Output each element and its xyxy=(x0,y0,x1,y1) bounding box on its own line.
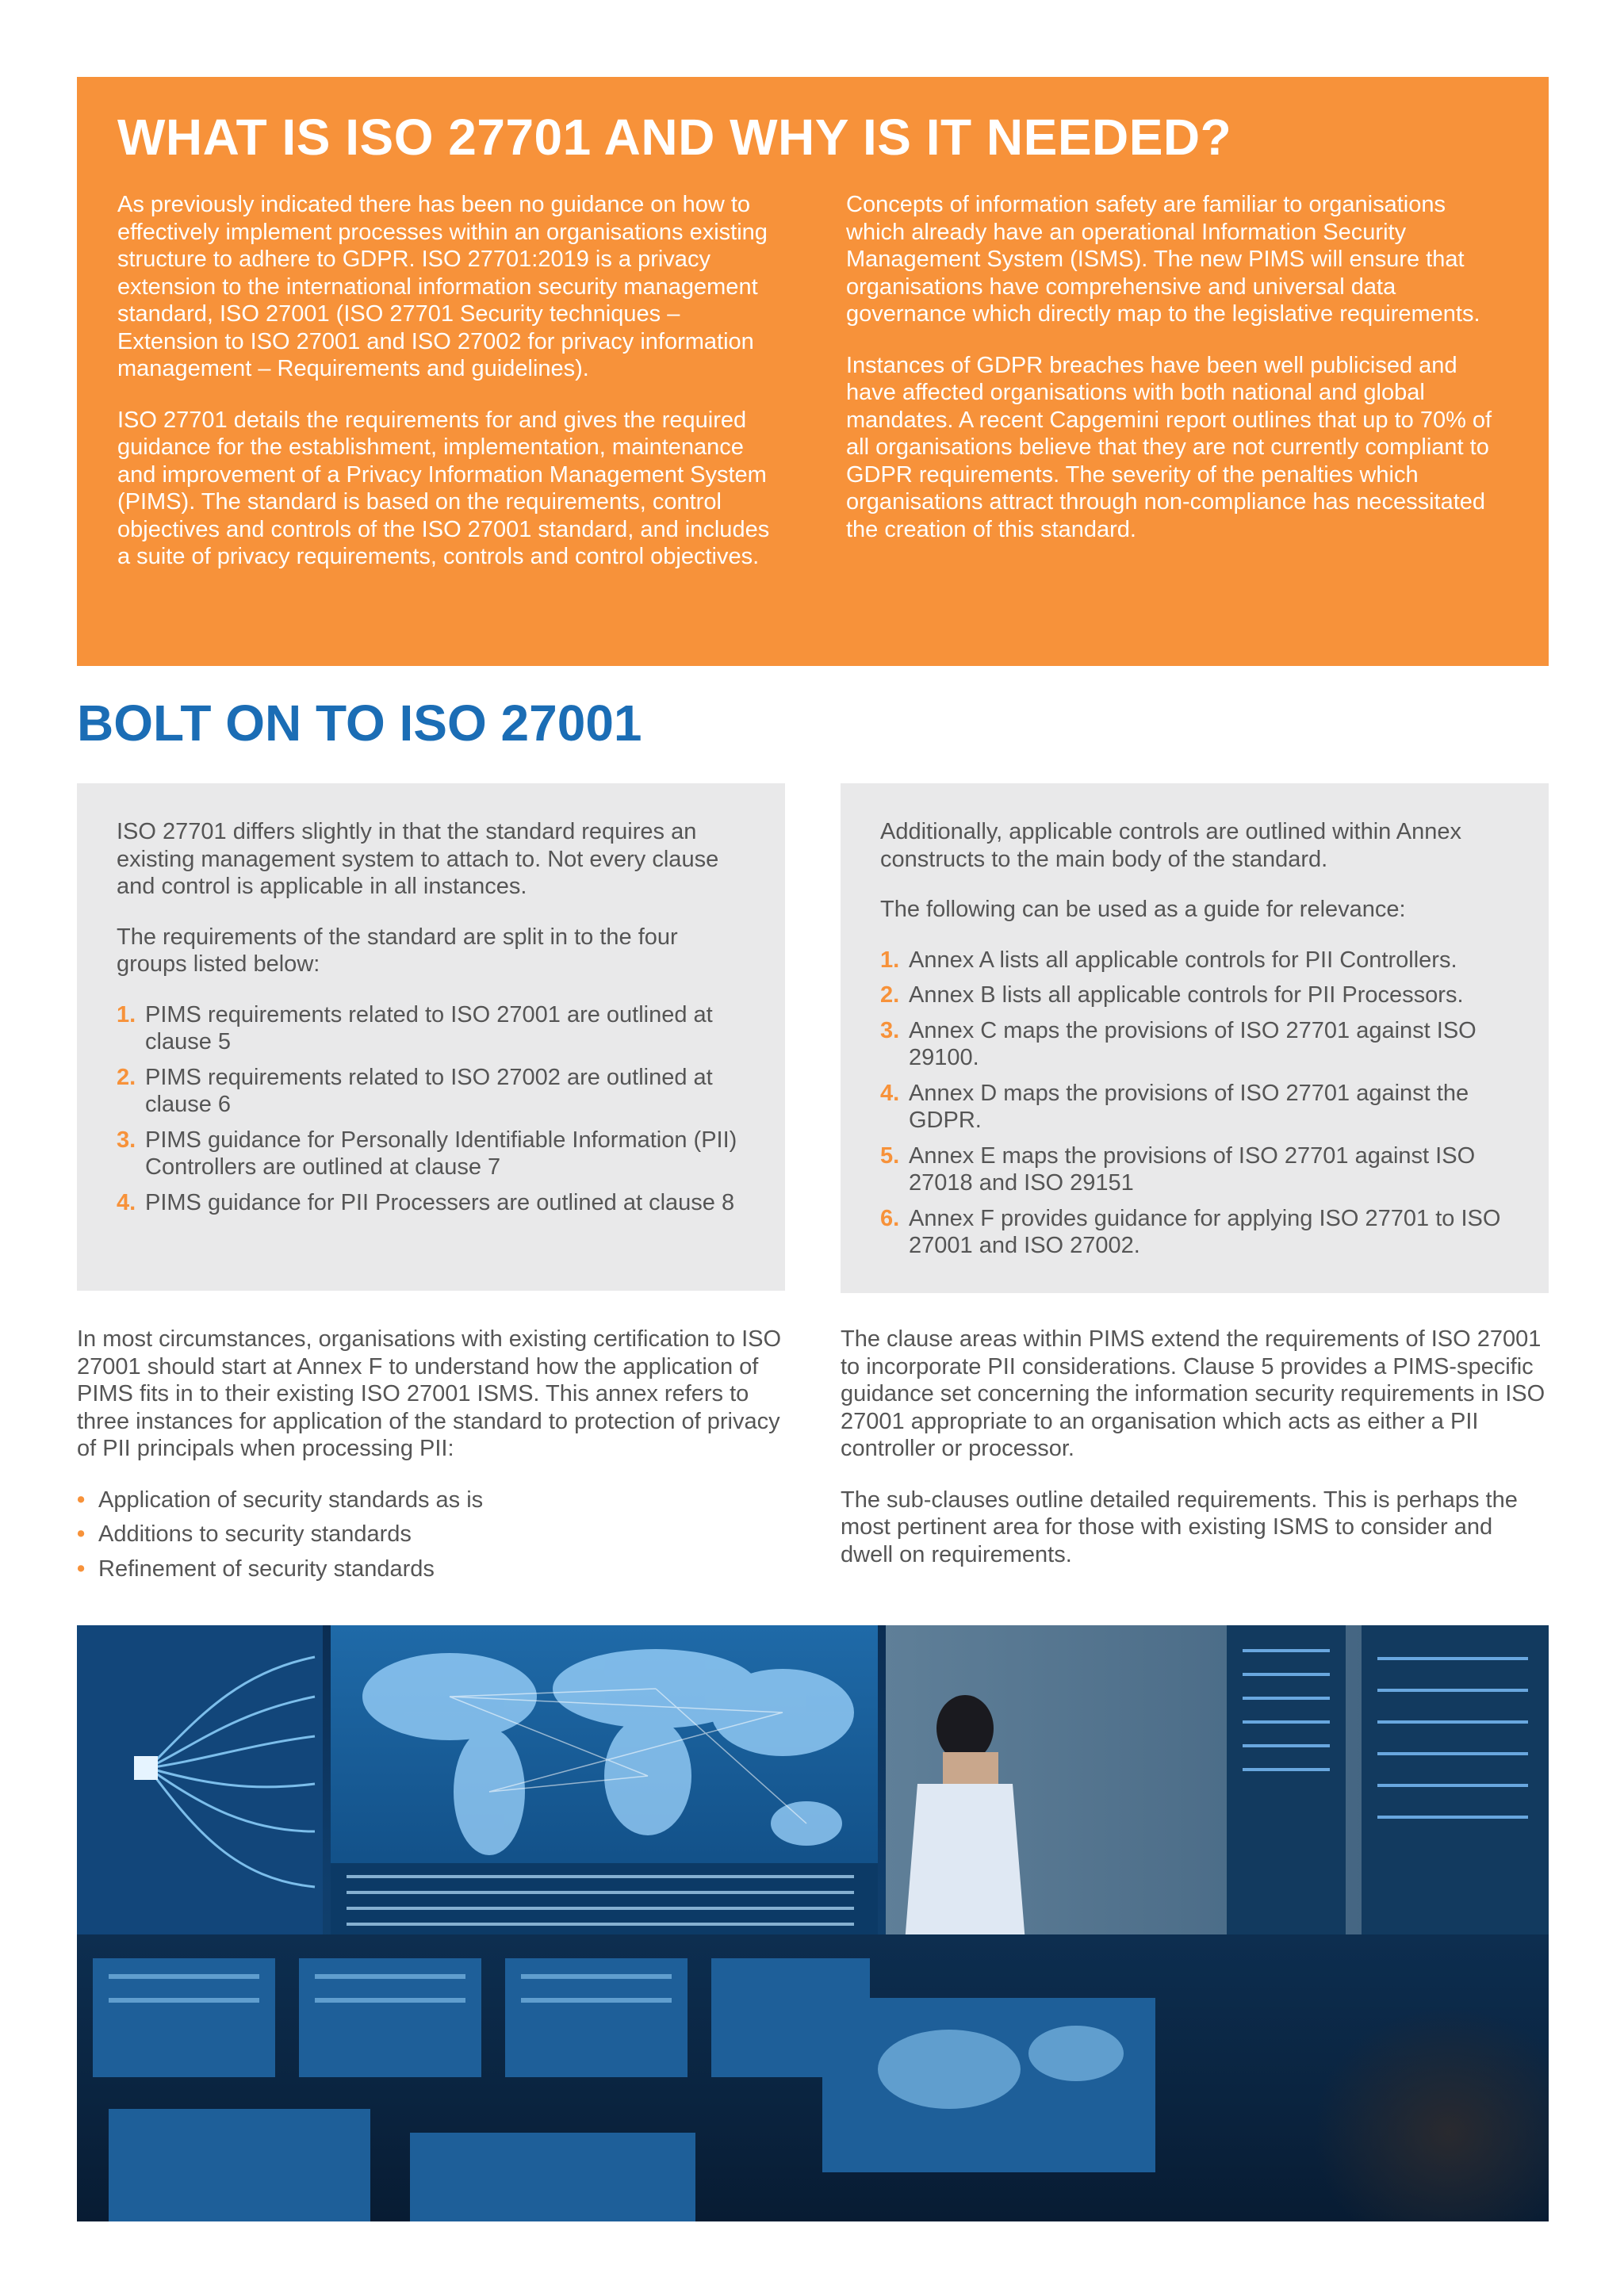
intro-paragraph: As previously indicated there has been no guidance on how to effectively implement processes within an organisations existing structure to adhere to GDPR. ISO 27701:2019 is a privacy extension to the international information security management standard, ISO 27001 (ISO 27701 Security techniques – Extension to ISO 27001 and ISO 27002 for privacy information management – Requirements and guidelines). xyxy=(117,192,768,381)
list-number: 4. xyxy=(117,1189,136,1215)
bullet-text: Refinement of security standards xyxy=(98,1556,435,1582)
intro-columns xyxy=(117,191,1508,595)
list-item-text: PIMS requirements related to ISO 27002 are outlined at clause 6 xyxy=(145,1064,713,1117)
list-item xyxy=(880,947,1509,974)
list-item xyxy=(117,1189,745,1217)
requirements-groups-box xyxy=(77,783,785,1291)
bullet-list xyxy=(77,1487,783,1583)
requirements-list xyxy=(117,1001,745,1217)
intro-paragraph: Concepts of information safety are familiar to organisations which already have an operational Information Security Management System (ISMS). The new PIMS will ensure that organisations have comprehensive and universal data governance which directly map to the legislative requirements. xyxy=(846,192,1480,327)
box-paragraph: The following can be used as a guide for relevance: xyxy=(880,897,1406,922)
list-item xyxy=(880,1205,1509,1260)
clause-areas-column xyxy=(841,1326,1546,1592)
bullet-item xyxy=(77,1556,783,1583)
list-item xyxy=(880,1142,1509,1197)
list-item xyxy=(117,1127,745,1181)
intro-right-column xyxy=(846,191,1508,595)
section-title-what-is: WHAT IS ISO 27701 AND WHY IS IT NEEDED? xyxy=(117,109,1232,166)
list-number: 1. xyxy=(880,947,900,973)
list-number: 3. xyxy=(880,1017,900,1043)
list-item-text: PIMS guidance for Personally Identifiable Information (PII) Controllers are outlined at clause 7 xyxy=(145,1127,737,1180)
annex-f-column xyxy=(77,1326,783,1590)
list-item-text: PIMS guidance for PII Processers are outlined at clause 8 xyxy=(145,1189,735,1215)
body-paragraph: The clause areas within PIMS extend the requirements of ISO 27001 to incorporate PII considerations. Clause 5 provides a PIMS-specific guidance set concerning the information security requirements in ISO 27001 appropriate to an organisation which acts as either a PII controller or processor. xyxy=(841,1326,1545,1461)
list-number: 3. xyxy=(117,1127,136,1153)
list-number: 5. xyxy=(880,1142,900,1169)
bullet-item xyxy=(77,1487,783,1514)
control-room-illustration xyxy=(77,1625,1549,2221)
annex-list xyxy=(880,947,1509,1260)
box-paragraph: ISO 27701 differs slightly in that the standard requires an existing management system to attach to. Not every clause and control is applicable in all instances. xyxy=(117,819,719,899)
bullet-icon: • xyxy=(77,1556,86,1582)
bullet-item xyxy=(77,1521,783,1548)
list-item xyxy=(880,1017,1509,1072)
body-paragraph: In most circumstances, organisations with existing certification to ISO 27001 should start at Annex F to understand how the application of PIMS fits in to their existing ISO 27001 ISMS. This annex refers to three instances for application of the standard to protection of privacy of PII principals when processing PII: xyxy=(77,1326,782,1461)
box-paragraph: Additionally, applicable controls are outlined within Annex constructs to the main body of the standard. xyxy=(880,819,1461,872)
list-number: 4. xyxy=(880,1080,900,1106)
list-item-text: PIMS requirements related to ISO 27001 are outlined at clause 5 xyxy=(145,1001,713,1054)
annex-guide-box xyxy=(841,783,1549,1293)
box-paragraph: The requirements of the standard are split in to the four groups listed below: xyxy=(117,924,678,977)
list-number: 2. xyxy=(880,982,900,1008)
list-item xyxy=(117,1001,745,1056)
list-item-text: Annex A lists all applicable controls for PII Controllers. xyxy=(909,947,1457,973)
bullet-text: Additions to security standards xyxy=(98,1521,412,1547)
list-number: 2. xyxy=(117,1064,136,1090)
intro-panel xyxy=(77,77,1549,666)
list-number: 1. xyxy=(117,1001,136,1027)
bullet-text: Application of security standards as is xyxy=(98,1487,484,1513)
list-number: 6. xyxy=(880,1205,900,1231)
list-item xyxy=(117,1064,745,1119)
list-item-text: Annex D maps the provisions of ISO 27701 against the GDPR. xyxy=(909,1080,1469,1133)
intro-paragraph: Instances of GDPR breaches have been well publicised and have affected organisations with both national and global mandates. A recent Capgemini report outlines that up to 70% of all organisations believe that they are not currently compliant to GDPR requirements. The severity of the penalties which organisations attract through non-compliance has necessitated the creation of this standard. xyxy=(846,352,1492,542)
control-room-photo xyxy=(77,1625,1549,2221)
intro-paragraph: ISO 27701 details the requirements for and gives the required guidance for the establishment, implementation, maintenance and improvement of a Privacy Information Management System (PIMS). The standard is based on the requirements, control objectives and controls of the ISO 27001 standard, and includes a suite of privacy requirements, controls and control objectives. xyxy=(117,407,770,569)
intro-left-column xyxy=(117,191,779,595)
bullet-icon: • xyxy=(77,1487,86,1513)
section-title-bolt-on: BOLT ON TO ISO 27001 xyxy=(77,695,642,752)
list-item-text: Annex B lists all applicable controls for PII Processors. xyxy=(909,982,1464,1008)
list-item xyxy=(880,982,1509,1009)
list-item-text: Annex C maps the provisions of ISO 27701 against ISO 29100. xyxy=(909,1017,1477,1070)
bullet-icon: • xyxy=(77,1521,86,1547)
list-item xyxy=(880,1080,1509,1135)
list-item-text: Annex E maps the provisions of ISO 27701 against ISO 27018 and ISO 29151 xyxy=(909,1142,1476,1196)
list-item-text: Annex F provides guidance for applying ISO 27701 to ISO 27001 and ISO 27002. xyxy=(909,1205,1501,1258)
body-paragraph: The sub-clauses outline detailed requirements. This is perhaps the most pertinent area for those with existing ISMS to consider and dwell on requirements. xyxy=(841,1487,1518,1567)
